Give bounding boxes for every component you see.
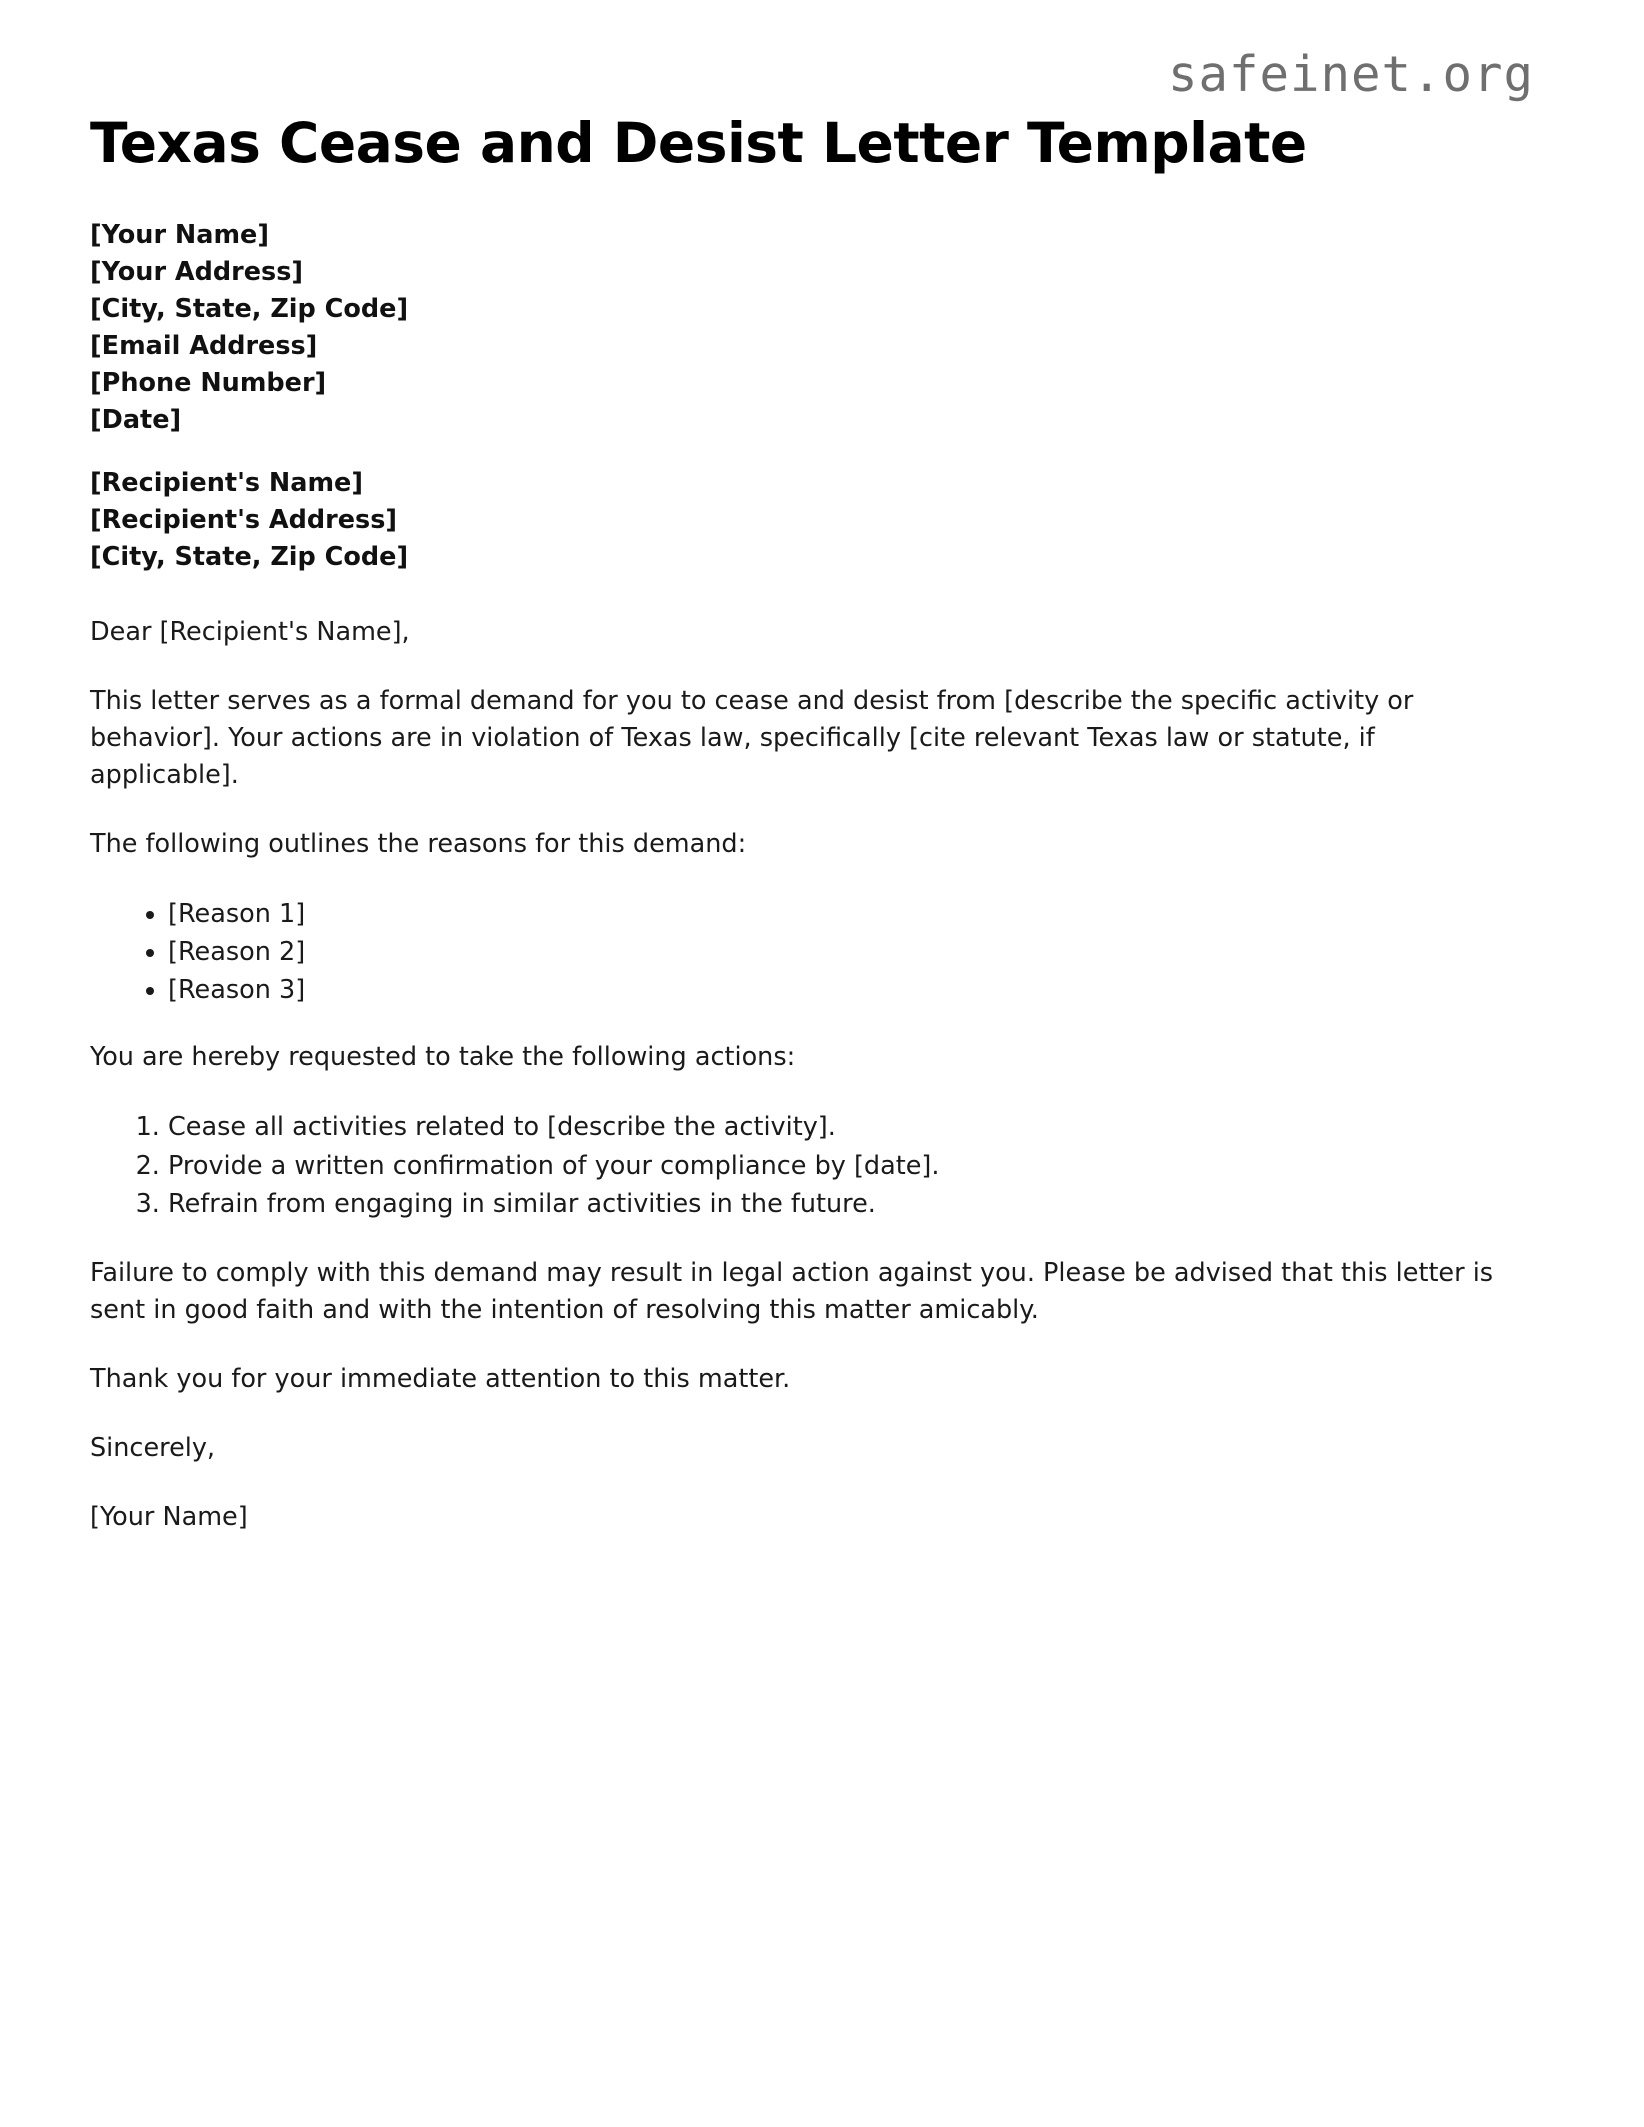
- reasons-intro: The following outlines the reasons for this demand:: [90, 828, 747, 859]
- sender-line: [City, State, Zip Code]: [90, 294, 409, 325]
- sender-line: [Your Address]: [90, 257, 304, 288]
- salutation: Dear [Recipient's Name],: [90, 616, 410, 647]
- page-title: Texas Cease and Desist Letter Template: [90, 110, 1307, 175]
- site-watermark: safeinet.org: [1167, 46, 1534, 103]
- list-item: 1. Cease all activities related to [describe the activity].: [168, 1108, 1554, 1146]
- list-item: • [Reason 2]: [168, 933, 1554, 971]
- sender-address-block: [90, 217, 1554, 439]
- recipient-line: [Recipient's Name]: [90, 467, 364, 498]
- address-spacer: [90, 439, 1554, 465]
- paragraph-three: Thank you for your immediate attention to this matter.: [90, 1364, 791, 1395]
- recipient-line: [City, State, Zip Code]: [90, 541, 409, 572]
- closing: Sincerely,: [90, 1433, 216, 1464]
- recipient-address-block: [90, 465, 1554, 576]
- paragraph-one: This letter serves as a formal demand for you to cease and desist from [describe the specific activity or behavior]. Your actions are in violation of Texas law, specifically [cite relevant Texas law or statute, if applicable].: [90, 685, 1414, 790]
- list-item: • [Reason 1]: [168, 895, 1554, 933]
- list-item: • [Reason 3]: [168, 971, 1554, 1009]
- actions-intro: You are hereby requested to take the following actions:: [90, 1042, 796, 1073]
- sender-line: [Email Address]: [90, 331, 318, 362]
- list-item: 2. Provide a written confirmation of your compliance by [date].: [168, 1147, 1554, 1185]
- sender-line: [Your Name]: [90, 220, 269, 251]
- list-item: 3. Refrain from engaging in similar activities in the future.: [168, 1185, 1554, 1223]
- paragraph-two: Failure to comply with this demand may result in legal action against you. Please be advised that this letter is sent in good faith and with the intention of resolving this matter amicably.: [90, 1258, 1494, 1326]
- reasons-list: [90, 895, 1554, 1010]
- sender-line: [Date]: [90, 404, 182, 435]
- sender-line: [Phone Number]: [90, 368, 327, 399]
- actions-list: [90, 1108, 1554, 1223]
- recipient-line: [Recipient's Address]: [90, 504, 398, 535]
- signature-name: [Your Name]: [90, 1502, 248, 1533]
